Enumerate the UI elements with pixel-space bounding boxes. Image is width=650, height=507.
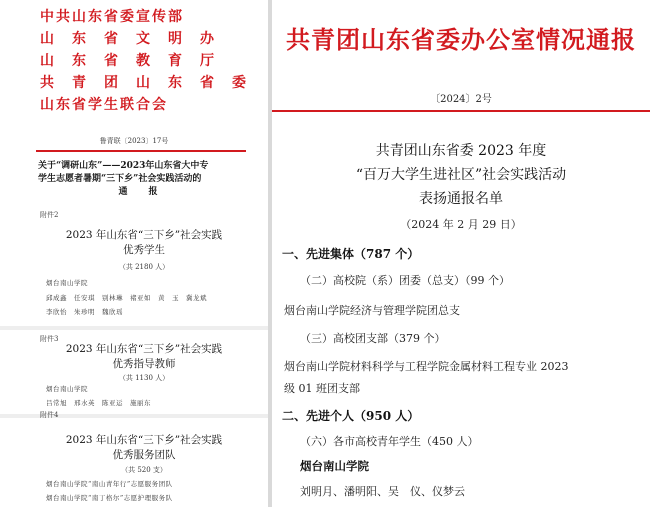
attachment-3-title-1: 2023 年山东省“三下乡”社会实践 xyxy=(65,343,223,355)
issuer-line-2: 山 东 省 文 明 办 xyxy=(40,31,216,47)
subsection-league-branches: （三）高校团支部（379 个） xyxy=(300,332,446,345)
attachment-4-label: 附件4 xyxy=(40,411,59,419)
subsection-college-committees: （二）高校院（系）团委（总支）（99 个） xyxy=(300,274,510,287)
attachment-4-team-2: 烟台南山学院“南丁格尔”志愿护理服务队 xyxy=(46,494,173,502)
section-advanced-individuals: 二、先进个人（950 人） xyxy=(282,409,420,423)
right-document xyxy=(272,0,650,507)
org-economics-management: 烟台南山学院经济与管理学院团总支 xyxy=(284,304,460,317)
bulletin-banner: 共青团山东省委办公室情况通报 xyxy=(286,26,636,54)
school-name: 烟台南山学院 xyxy=(300,459,369,473)
attachment-4-team-1: 烟台南山学院“南山青年行”志愿服务团队 xyxy=(46,480,173,488)
attachment-2-title-1: 2023 年山东省“三下乡”社会实践 xyxy=(65,229,223,241)
page-gap xyxy=(0,326,268,330)
notice-title-line-2: 学生志愿者暑期“三下乡”社会实践活动的 xyxy=(38,174,202,184)
attachment-3-count: （共 1130 人） xyxy=(118,374,170,382)
attachment-3-label: 附件3 xyxy=(40,335,59,343)
student-names: 刘明月、潘明阳、吴 仪、仪梦云 xyxy=(300,485,465,498)
issuer-line-3: 山 东 省 教 育 厅 xyxy=(40,53,216,69)
right-red-rule xyxy=(272,110,650,112)
attachment-2-names-2: 李欣怡 朱珍明 魏欣瑶 xyxy=(46,308,123,316)
issuer-line-1: 中共山东省委宣传部 xyxy=(40,9,184,25)
issuer-line-5: 山东省学生联合会 xyxy=(40,97,168,113)
issuer-line-4: 共 青 团 山 东 省 委 xyxy=(40,75,248,91)
attachment-4-title-2: 优秀服务团队 xyxy=(112,449,176,461)
list-title-line-3: 表扬通报名单 xyxy=(419,191,503,207)
subsection-city-students: （六）各市高校青年学生（450 人） xyxy=(300,435,479,448)
right-doc-number: 〔2024〕2号 xyxy=(430,94,492,105)
list-title-line-2: “百万大学生进社区”社会实践活动 xyxy=(355,167,567,183)
list-title-line-1: 共青团山东省委 2023 年度 xyxy=(375,143,547,159)
attachment-2-school: 烟台南山学院 xyxy=(46,279,88,287)
notice-title-line-1: 关于“调研山东”——2023年山东省大中专 xyxy=(38,161,209,171)
org-materials-line-1: 烟台南山学院材料科学与工程学院金属材料工程专业 2023 xyxy=(284,360,569,373)
attachment-4-title-1: 2023 年山东省“三下乡”社会实践 xyxy=(65,434,223,446)
attachment-4-count: （共 520 支） xyxy=(121,466,167,474)
attachment-3-names: 吕常旭 邢水英 陈亚运 施丽东 xyxy=(46,399,151,407)
left-red-rule xyxy=(36,150,246,152)
list-date: （2024 年 2 月 29 日） xyxy=(400,218,522,231)
notice-title xyxy=(38,160,244,199)
org-materials-line-2: 级 01 班团支部 xyxy=(284,382,360,395)
attachment-2-title-2: 优秀学生 xyxy=(123,244,165,256)
attachment-3-title-2: 优秀指导教师 xyxy=(112,358,176,370)
attachment-3-school: 烟台南山学院 xyxy=(46,385,88,393)
notice-title-line-3: 通 报 xyxy=(118,187,164,197)
left-document xyxy=(0,0,268,507)
section-advanced-collectives: 一、先进集体（787 个） xyxy=(282,247,420,261)
attachment-2-names-1: 邱成鑫 任安琪 别林琳 褚亚如 黄 玉 冀龙斌 xyxy=(46,294,207,302)
attachment-2-label: 附件2 xyxy=(40,211,59,219)
attachment-2-count: （共 2180 人） xyxy=(118,263,170,271)
left-doc-number: 鲁青联〔2023〕17号 xyxy=(99,137,169,145)
